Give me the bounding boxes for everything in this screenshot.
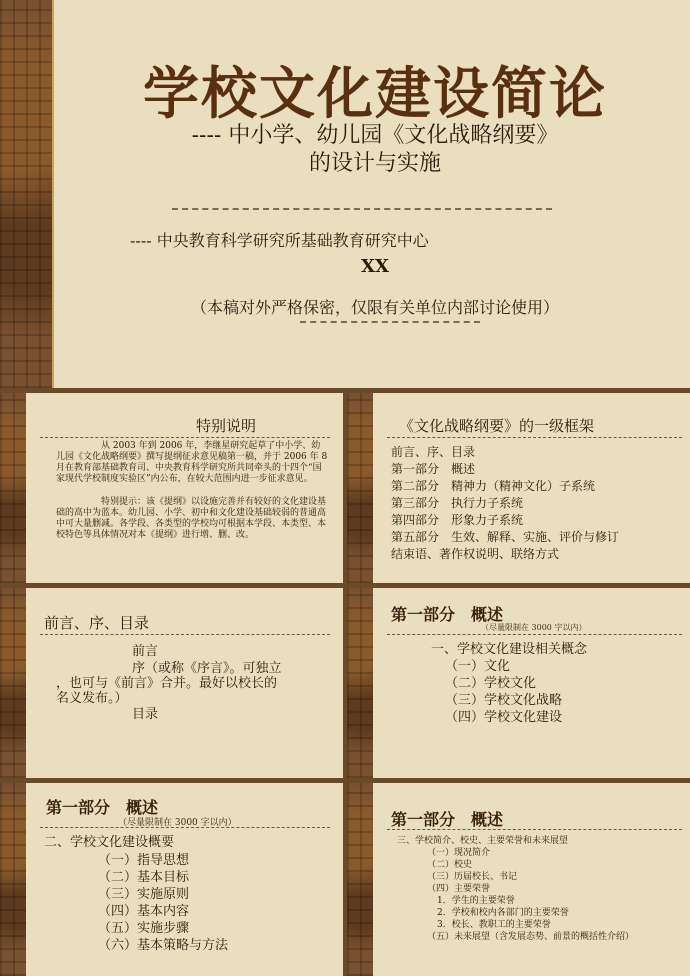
list-item: （五）实施步骤 <box>98 921 190 936</box>
list-item: 第一部分 概述 <box>391 462 476 476</box>
decorative-strip <box>347 393 373 583</box>
list-item: （五）未来展望（含发展态势、前景的概括性介绍） <box>427 932 635 942</box>
decorative-strip <box>347 783 373 976</box>
confidential-note: （本稿对外严格保密，仅限有关单位内部讨论使用） <box>190 298 559 317</box>
slide-framework <box>347 393 690 583</box>
slide-part1-concepts <box>347 588 690 778</box>
slide-title: 第一部分 概述 <box>391 605 504 624</box>
slide-title: 前言、序、目录 <box>44 614 150 632</box>
note-paragraph-1: 从 2003 年到 2006 年，李继星研究起草了中小学、幼儿园《文化战略纲要》撰写提纲征求意见稿第一稿，并于 2006 年 8 月在教育部基础教育司、中央教育科学研究所共同牵头的十四个“国家现代学校制度实验区”内公布，在较大范围内进一步征求意见。 <box>56 441 328 484</box>
list-item: （四）基本内容 <box>98 904 190 919</box>
subtitle: ---- 中小学、幼儿园《文化战略纲要》 <box>191 123 559 148</box>
slide-part1-school-intro <box>347 783 690 976</box>
decorative-strip <box>0 0 52 388</box>
preface-line: 名义发布。） <box>56 691 128 706</box>
list-item: 2．学校和校内各部门的主要荣誉 <box>437 908 569 918</box>
preface-line: 前言 <box>132 644 159 659</box>
list-item: （一）现况简介 <box>427 848 491 858</box>
slide-title: 第一部分 概述 <box>46 798 159 817</box>
list-item: （三）学校文化战略 <box>445 693 563 708</box>
decorative-strip <box>0 588 26 778</box>
divider <box>387 634 682 635</box>
divider <box>387 437 682 438</box>
title-slide <box>0 0 690 388</box>
list-item: （一）指导思想 <box>98 853 190 868</box>
divider <box>40 437 330 438</box>
list-item: （三）历届校长、书记 <box>427 872 518 882</box>
note-paragraph-2: 特别提示：该《提纲》以设施完善并有较好的文化建设基础的高中为蓝本。幼儿园、小学、初中和文化建设基础较弱的普通高中可大量删减。各学段、各类型的学校均可根据本学段、本类型、本校特色等具体情况对本《提纲》进行增、删、改。 <box>56 497 327 540</box>
list-item: 3．校长、教职工的主要荣誉 <box>437 920 551 930</box>
divider <box>52 0 54 388</box>
slide-title: 第一部分 概述 <box>391 810 504 829</box>
list-item: （二）基本目标 <box>98 870 190 885</box>
section-heading: 二、学校文化建设概要 <box>44 835 175 850</box>
word-limit-note: （尽量限制在 3000 字以内） <box>481 623 587 632</box>
slide-preface <box>0 588 343 778</box>
list-item: （六）基本策略与方法 <box>98 938 229 953</box>
preface-line: 目录 <box>132 707 159 722</box>
list-item: （一）文化 <box>445 659 511 674</box>
preface-line: ，也可与《前言》合并。最好以校长的 <box>56 676 278 691</box>
word-limit-note: （尽量限制在 3000 字以内） <box>118 818 237 828</box>
decorative-strip <box>0 393 26 583</box>
section-heading: 一、学校文化建设相关概念 <box>431 642 588 657</box>
slide-title: 《文化战略纲要》的一级框架 <box>399 417 595 435</box>
section-heading: 三、学校简介、校史、主要荣誉和未来展望 <box>397 836 569 846</box>
list-item: 第四部分 形象力子系统 <box>391 513 524 527</box>
list-item: 第三部分 执行力子系统 <box>391 496 524 510</box>
divider <box>40 827 330 828</box>
list-item: 结束语、著作权说明、联络方式 <box>391 547 560 561</box>
divider <box>300 321 480 323</box>
decorative-strip <box>0 783 26 976</box>
slide-part1-overview <box>0 783 343 976</box>
divider <box>387 829 682 830</box>
list-item: （二）校史 <box>427 860 473 870</box>
list-item: 第二部分 精神力（精神文化）子系统 <box>391 479 596 493</box>
list-item: 第五部分 生效、解释、实施、评价与修订 <box>391 530 620 544</box>
page-title: 学校文化建设简论 <box>143 62 607 127</box>
subtitle-2: 的设计与实施 <box>308 151 441 176</box>
institution: ---- 中央教育科学研究所基础教育研究中心 <box>130 231 429 250</box>
list-item: 前言、序、目录 <box>391 445 476 459</box>
slide-title: 特别说明 <box>196 417 257 435</box>
list-item: （四）主要荣誉 <box>427 884 491 894</box>
preface-line: 序（或称《序言》。可独立 <box>132 661 282 676</box>
list-item: （三）实施原则 <box>98 887 190 902</box>
list-item: （二）学校文化 <box>445 676 537 691</box>
slide-special-note <box>0 393 343 583</box>
author: XX <box>361 256 389 277</box>
divider <box>40 634 330 635</box>
list-item: （四）学校文化建设 <box>445 710 563 725</box>
divider <box>172 208 552 210</box>
list-item: 1．学生的主要荣誉 <box>437 896 515 906</box>
decorative-strip <box>347 588 373 778</box>
